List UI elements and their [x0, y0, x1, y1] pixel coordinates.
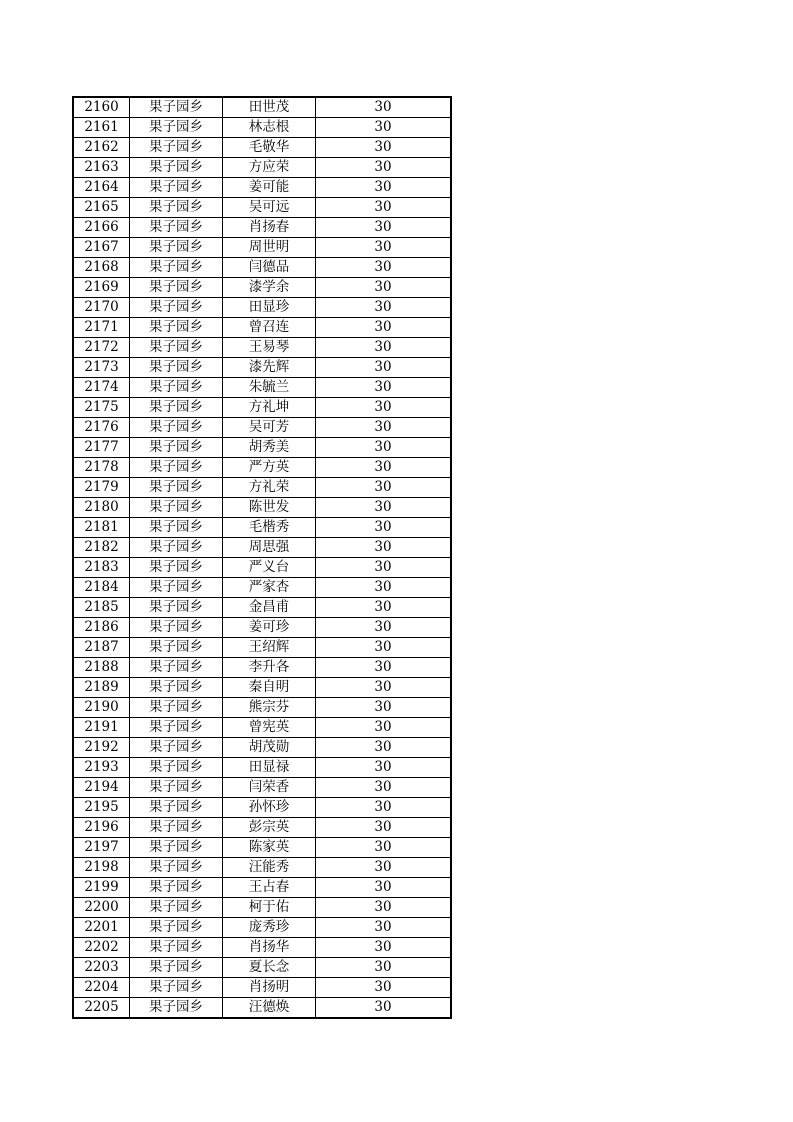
person-name-cell: 胡秀美	[223, 438, 316, 458]
amount-cell: 30	[316, 418, 452, 438]
row-number-cell: 2183	[73, 558, 130, 578]
amount-cell: 30	[316, 298, 452, 318]
township-cell: 果子园乡	[130, 998, 223, 1019]
person-name-cell: 秦自明	[223, 678, 316, 698]
amount-cell: 30	[316, 698, 452, 718]
row-number-cell: 2161	[73, 118, 130, 138]
person-name-cell: 田显珍	[223, 298, 316, 318]
person-name-cell: 熊宗芬	[223, 698, 316, 718]
person-name-cell: 漆学余	[223, 278, 316, 298]
person-name-cell: 李升各	[223, 658, 316, 678]
township-cell: 果子园乡	[130, 958, 223, 978]
township-cell: 果子园乡	[130, 618, 223, 638]
table-row	[73, 258, 451, 278]
table-row	[73, 238, 451, 258]
table-row	[73, 678, 451, 698]
row-number-cell: 2195	[73, 798, 130, 818]
township-cell: 果子园乡	[130, 978, 223, 998]
amount-cell: 30	[316, 578, 452, 598]
table-row	[73, 698, 451, 718]
amount-cell: 30	[316, 778, 452, 798]
amount-cell: 30	[316, 458, 452, 478]
row-number-cell: 2201	[73, 918, 130, 938]
amount-cell: 30	[316, 938, 452, 958]
township-cell: 果子园乡	[130, 478, 223, 498]
person-name-cell: 林志根	[223, 118, 316, 138]
table-row	[73, 378, 451, 398]
person-name-cell: 闫德品	[223, 258, 316, 278]
amount-cell: 30	[316, 538, 452, 558]
row-number-cell: 2191	[73, 718, 130, 738]
amount-cell: 30	[316, 238, 452, 258]
row-number-cell: 2194	[73, 778, 130, 798]
amount-cell: 30	[316, 378, 452, 398]
township-cell: 果子园乡	[130, 658, 223, 678]
person-name-cell: 周世明	[223, 238, 316, 258]
person-name-cell: 方礼坤	[223, 398, 316, 418]
township-cell: 果子园乡	[130, 878, 223, 898]
person-name-cell: 方礼荣	[223, 478, 316, 498]
township-cell: 果子园乡	[130, 358, 223, 378]
person-name-cell: 彭宗英	[223, 818, 316, 838]
person-name-cell: 姜可珍	[223, 618, 316, 638]
row-number-cell: 2199	[73, 878, 130, 898]
person-name-cell: 庞秀珍	[223, 918, 316, 938]
person-name-cell: 吴可芳	[223, 418, 316, 438]
township-cell: 果子园乡	[130, 818, 223, 838]
amount-cell: 30	[316, 878, 452, 898]
amount-cell: 30	[316, 898, 452, 918]
row-number-cell: 2180	[73, 498, 130, 518]
row-number-cell: 2175	[73, 398, 130, 418]
person-name-cell: 曾召连	[223, 318, 316, 338]
table-row	[73, 618, 451, 638]
row-number-cell: 2178	[73, 458, 130, 478]
row-number-cell: 2169	[73, 278, 130, 298]
township-cell: 果子园乡	[130, 598, 223, 618]
amount-cell: 30	[316, 838, 452, 858]
person-name-cell: 汪德焕	[223, 998, 316, 1019]
row-number-cell: 2204	[73, 978, 130, 998]
township-cell: 果子园乡	[130, 218, 223, 238]
amount-cell: 30	[316, 258, 452, 278]
amount-cell: 30	[316, 978, 452, 998]
table-row	[73, 818, 451, 838]
amount-cell: 30	[316, 358, 452, 378]
township-cell: 果子园乡	[130, 638, 223, 658]
person-name-cell: 金昌甫	[223, 598, 316, 618]
row-number-cell: 2203	[73, 958, 130, 978]
row-number-cell: 2176	[73, 418, 130, 438]
person-name-cell: 毛楷秀	[223, 518, 316, 538]
township-cell: 果子园乡	[130, 438, 223, 458]
row-number-cell: 2165	[73, 198, 130, 218]
row-number-cell: 2198	[73, 858, 130, 878]
table-row	[73, 198, 451, 218]
records-table	[72, 96, 452, 1019]
amount-cell: 30	[316, 97, 452, 118]
row-number-cell: 2173	[73, 358, 130, 378]
row-number-cell: 2162	[73, 138, 130, 158]
person-name-cell: 严方英	[223, 458, 316, 478]
table-row	[73, 638, 451, 658]
table-row	[73, 958, 451, 978]
township-cell: 果子园乡	[130, 338, 223, 358]
table-row	[73, 318, 451, 338]
row-number-cell: 2184	[73, 578, 130, 598]
amount-cell: 30	[316, 138, 452, 158]
row-number-cell: 2192	[73, 738, 130, 758]
table-row	[73, 658, 451, 678]
table-row	[73, 718, 451, 738]
person-name-cell: 肖扬春	[223, 218, 316, 238]
row-number-cell: 2163	[73, 158, 130, 178]
row-number-cell: 2167	[73, 238, 130, 258]
township-cell: 果子园乡	[130, 798, 223, 818]
person-name-cell: 方应荣	[223, 158, 316, 178]
person-name-cell: 陈家英	[223, 838, 316, 858]
row-number-cell: 2190	[73, 698, 130, 718]
person-name-cell: 王绍辉	[223, 638, 316, 658]
table-row	[73, 438, 451, 458]
township-cell: 果子园乡	[130, 318, 223, 338]
table-row	[73, 738, 451, 758]
amount-cell: 30	[316, 638, 452, 658]
amount-cell: 30	[316, 318, 452, 338]
amount-cell: 30	[316, 958, 452, 978]
person-name-cell: 孙怀珍	[223, 798, 316, 818]
row-number-cell: 2189	[73, 678, 130, 698]
township-cell: 果子园乡	[130, 238, 223, 258]
amount-cell: 30	[316, 438, 452, 458]
table-row	[73, 598, 451, 618]
amount-cell: 30	[316, 398, 452, 418]
row-number-cell: 2196	[73, 818, 130, 838]
township-cell: 果子园乡	[130, 538, 223, 558]
row-number-cell: 2182	[73, 538, 130, 558]
table-row	[73, 758, 451, 778]
township-cell: 果子园乡	[130, 938, 223, 958]
row-number-cell: 2205	[73, 998, 130, 1019]
person-name-cell: 肖扬明	[223, 978, 316, 998]
row-number-cell: 2170	[73, 298, 130, 318]
row-number-cell: 2193	[73, 758, 130, 778]
table-row	[73, 498, 451, 518]
table-row	[73, 938, 451, 958]
township-cell: 果子园乡	[130, 718, 223, 738]
table-row	[73, 278, 451, 298]
township-cell: 果子园乡	[130, 698, 223, 718]
amount-cell: 30	[316, 338, 452, 358]
amount-cell: 30	[316, 518, 452, 538]
township-cell: 果子园乡	[130, 398, 223, 418]
table-row	[73, 218, 451, 238]
person-name-cell: 夏长念	[223, 958, 316, 978]
table-row	[73, 138, 451, 158]
records-table-body	[73, 97, 451, 1018]
township-cell: 果子园乡	[130, 738, 223, 758]
township-cell: 果子园乡	[130, 378, 223, 398]
table-row	[73, 558, 451, 578]
township-cell: 果子园乡	[130, 97, 223, 118]
row-number-cell: 2200	[73, 898, 130, 918]
table-row	[73, 97, 451, 118]
person-name-cell: 王占春	[223, 878, 316, 898]
row-number-cell: 2172	[73, 338, 130, 358]
table-row	[73, 158, 451, 178]
person-name-cell: 严家杏	[223, 578, 316, 598]
township-cell: 果子园乡	[130, 258, 223, 278]
table-row	[73, 298, 451, 318]
table-row	[73, 578, 451, 598]
table-row	[73, 338, 451, 358]
township-cell: 果子园乡	[130, 578, 223, 598]
person-name-cell: 陈世发	[223, 498, 316, 518]
row-number-cell: 2202	[73, 938, 130, 958]
amount-cell: 30	[316, 818, 452, 838]
row-number-cell: 2174	[73, 378, 130, 398]
table-row	[73, 118, 451, 138]
amount-cell: 30	[316, 478, 452, 498]
township-cell: 果子园乡	[130, 558, 223, 578]
amount-cell: 30	[316, 798, 452, 818]
person-name-cell: 严义台	[223, 558, 316, 578]
township-cell: 果子园乡	[130, 778, 223, 798]
amount-cell: 30	[316, 758, 452, 778]
row-number-cell: 2186	[73, 618, 130, 638]
table-row	[73, 978, 451, 998]
township-cell: 果子园乡	[130, 118, 223, 138]
township-cell: 果子园乡	[130, 178, 223, 198]
amount-cell: 30	[316, 998, 452, 1019]
row-number-cell: 2177	[73, 438, 130, 458]
person-name-cell: 汪能秀	[223, 858, 316, 878]
person-name-cell: 朱毓兰	[223, 378, 316, 398]
table-row	[73, 998, 451, 1019]
township-cell: 果子园乡	[130, 418, 223, 438]
township-cell: 果子园乡	[130, 858, 223, 878]
amount-cell: 30	[316, 618, 452, 638]
table-row	[73, 898, 451, 918]
row-number-cell: 2185	[73, 598, 130, 618]
township-cell: 果子园乡	[130, 518, 223, 538]
table-row	[73, 918, 451, 938]
person-name-cell: 周思强	[223, 538, 316, 558]
amount-cell: 30	[316, 198, 452, 218]
township-cell: 果子园乡	[130, 918, 223, 938]
table-row	[73, 358, 451, 378]
row-number-cell: 2197	[73, 838, 130, 858]
township-cell: 果子园乡	[130, 138, 223, 158]
amount-cell: 30	[316, 498, 452, 518]
township-cell: 果子园乡	[130, 458, 223, 478]
table-row	[73, 458, 451, 478]
person-name-cell: 曾宪英	[223, 718, 316, 738]
amount-cell: 30	[316, 858, 452, 878]
township-cell: 果子园乡	[130, 678, 223, 698]
amount-cell: 30	[316, 718, 452, 738]
amount-cell: 30	[316, 158, 452, 178]
person-name-cell: 王易琴	[223, 338, 316, 358]
amount-cell: 30	[316, 598, 452, 618]
township-cell: 果子园乡	[130, 198, 223, 218]
township-cell: 果子园乡	[130, 898, 223, 918]
amount-cell: 30	[316, 918, 452, 938]
amount-cell: 30	[316, 178, 452, 198]
table-row	[73, 798, 451, 818]
person-name-cell: 田显禄	[223, 758, 316, 778]
person-name-cell: 肖扬华	[223, 938, 316, 958]
table-row	[73, 478, 451, 498]
amount-cell: 30	[316, 658, 452, 678]
row-number-cell: 2164	[73, 178, 130, 198]
amount-cell: 30	[316, 118, 452, 138]
table-row	[73, 838, 451, 858]
township-cell: 果子园乡	[130, 298, 223, 318]
row-number-cell: 2181	[73, 518, 130, 538]
township-cell: 果子园乡	[130, 158, 223, 178]
table-row	[73, 518, 451, 538]
person-name-cell: 毛敬华	[223, 138, 316, 158]
row-number-cell: 2171	[73, 318, 130, 338]
table-row	[73, 398, 451, 418]
amount-cell: 30	[316, 678, 452, 698]
township-cell: 果子园乡	[130, 278, 223, 298]
table-row	[73, 418, 451, 438]
row-number-cell: 2187	[73, 638, 130, 658]
table-row	[73, 178, 451, 198]
township-cell: 果子园乡	[130, 838, 223, 858]
amount-cell: 30	[316, 218, 452, 238]
person-name-cell: 姜可能	[223, 178, 316, 198]
amount-cell: 30	[316, 278, 452, 298]
person-name-cell: 吴可远	[223, 198, 316, 218]
person-name-cell: 田世茂	[223, 97, 316, 118]
row-number-cell: 2166	[73, 218, 130, 238]
row-number-cell: 2179	[73, 478, 130, 498]
person-name-cell: 柯于佑	[223, 898, 316, 918]
row-number-cell: 2188	[73, 658, 130, 678]
table-row	[73, 778, 451, 798]
person-name-cell: 闫荣香	[223, 778, 316, 798]
township-cell: 果子园乡	[130, 498, 223, 518]
table-row	[73, 538, 451, 558]
township-cell: 果子园乡	[130, 758, 223, 778]
row-number-cell: 2160	[73, 97, 130, 118]
person-name-cell: 胡茂勋	[223, 738, 316, 758]
amount-cell: 30	[316, 558, 452, 578]
table-row	[73, 878, 451, 898]
person-name-cell: 漆先辉	[223, 358, 316, 378]
amount-cell: 30	[316, 738, 452, 758]
row-number-cell: 2168	[73, 258, 130, 278]
table-row	[73, 858, 451, 878]
